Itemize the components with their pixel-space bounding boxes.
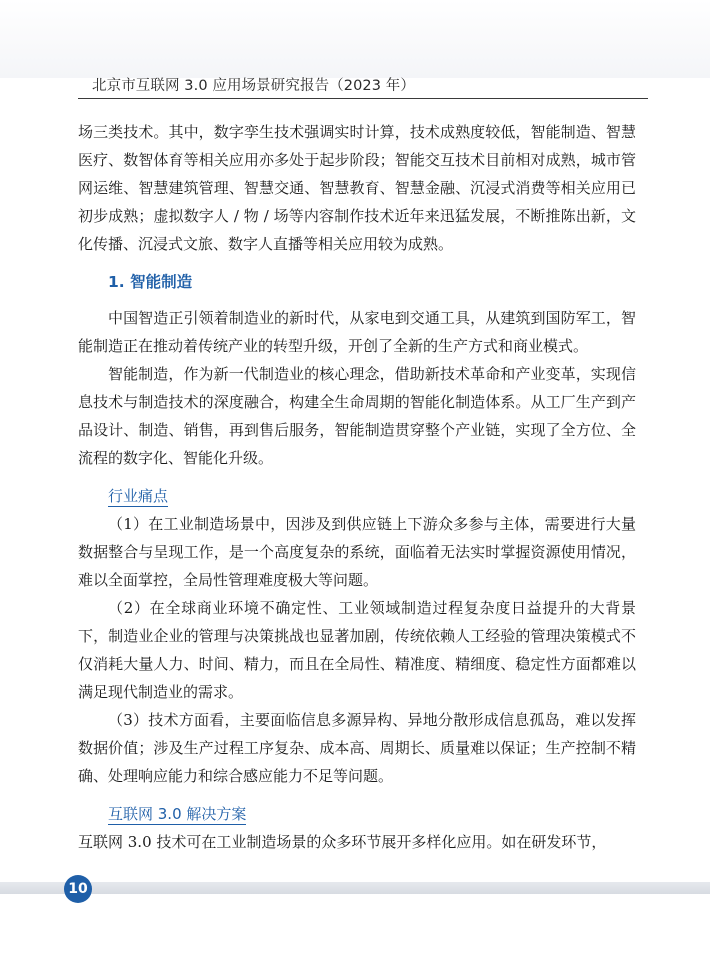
body-paragraph: 中国智造正引领着制造业的新时代，从家电到交通工具，从建筑到国防军工，智能制造正在推动着传统产业的转型升级，开创了全新的生产方式和商业模式。 <box>78 309 636 355</box>
pain-point-item: （2）在全球商业环境不确定性、工业领域制造过程复杂度日益提升的大背景下，制造业企业的管理与决策挑战也显著加剧，传统依赖人工经验的管理决策模式不仅消耗大量人力、时间、精力，而且在全局性、精准度、精细度、稳定性方面都难以满足现代制造业的需求。 <box>78 599 636 701</box>
page-content <box>78 118 636 856</box>
pain-point-item: （1）在工业制造场景中，因涉及到供应链上下游众多参与主体，需要进行大量数据整合与呈现工作，是一个高度复杂的系统，面临着无法实时掌握资源使用情况，难以全面掌控，全局性管理难度极大等问题。 <box>78 515 636 589</box>
subheading-pain-points-label: 行业痛点 <box>108 487 169 505</box>
intro-paragraph: 场三类技术。其中，数字孪生技术强调实时计算，技术成熟度较低，智能制造、智慧医疗、数智体育等相关应用亦多处于起步阶段；智能交互技术目前相对成熟，城市管网运维、智慧建筑管理、智慧交通、智慧教育、智慧金融、沉浸式消费等相关应用已初步成熟；虚拟数字人 / 物 / 场等内容制作技术近年来迅猛发展，不断推陈出新，文化传播、沉浸式文旅、数字人直播等相关应用较为成熟。 <box>78 123 636 253</box>
subheading-pain-points <box>78 482 636 510</box>
subheading-solution-label: 互联网 3.0 解决方案 <box>108 805 247 823</box>
section-heading-smart-manufacturing: 1. 智能制造 <box>108 273 193 291</box>
header-background <box>0 0 710 78</box>
pain-point-item: （3）技术方面看，主要面临信息多源异构、异地分散形成信息孤岛，难以发挥数据价值；涉及生产过程工序复杂、成本高、周期长、质量难以保证；生产控制不精确、处理响应能力和综合感应能力不足等问题。 <box>78 711 636 785</box>
footer-bar <box>0 882 710 894</box>
running-header-title: 北京市互联网 3.0 应用场景研究报告（2023 年） <box>92 78 415 94</box>
subheading-solution <box>78 800 636 828</box>
solution-paragraph: 互联网 3.0 技术可在工业制造场景的众多环节展开多样化应用。如在研发环节， <box>78 833 607 851</box>
page-number-badge: 10 <box>64 875 92 903</box>
header-divider <box>78 98 648 99</box>
body-paragraph: 智能制造，作为新一代制造业的核心理念，借助新技术革命和产业变革，实现信息技术与制造技术的深度融合，构建全生命周期的智能化制造体系。从工厂生产到产品设计、制造、销售，再到售后服务，智能制造贯穿整个产业链，实现了全方位、全流程的数字化、智能化升级。 <box>78 365 636 467</box>
